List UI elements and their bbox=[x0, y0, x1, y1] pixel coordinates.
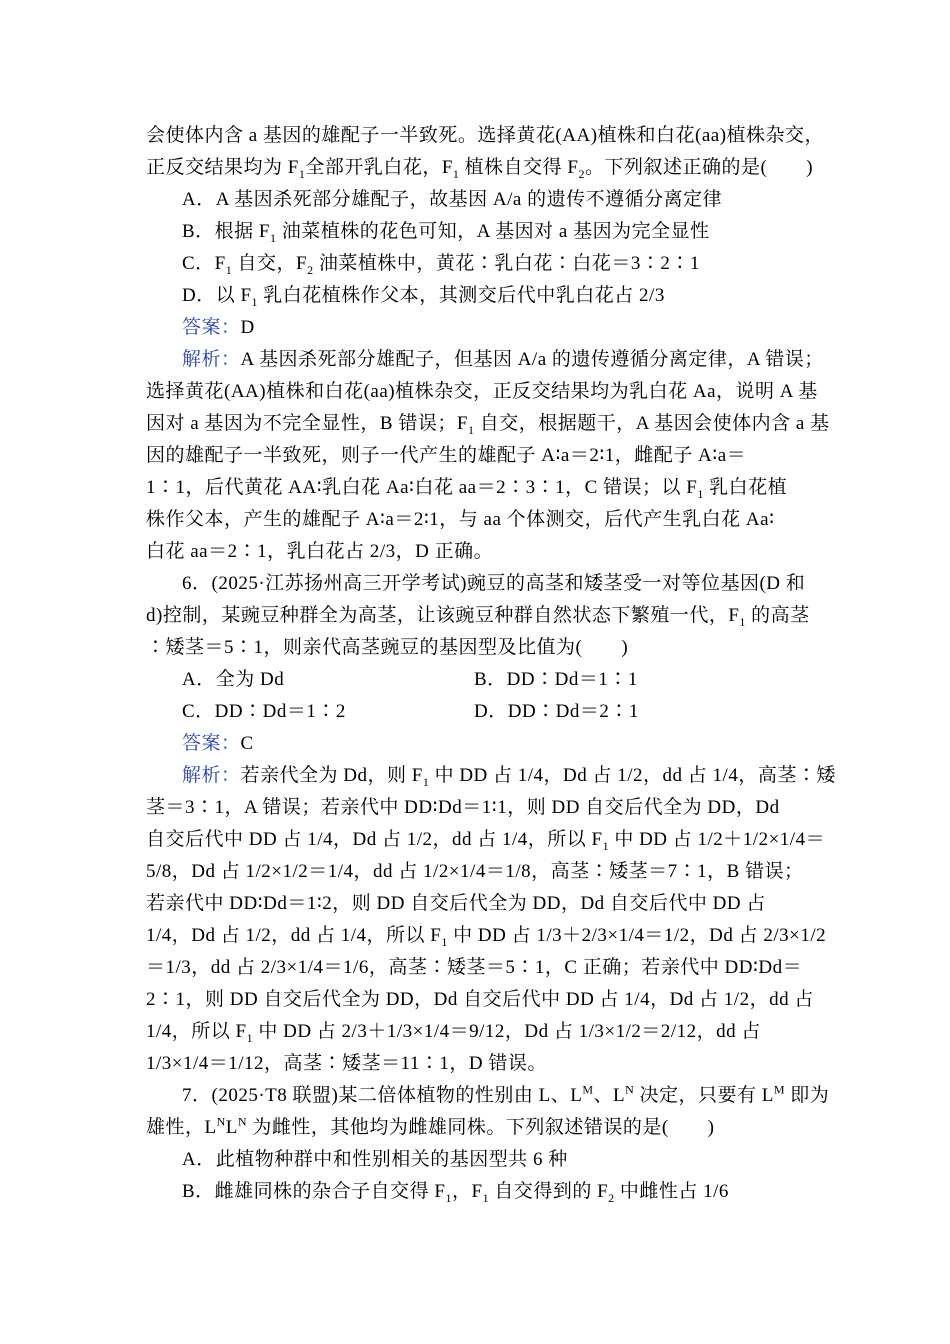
text: 1/3×1/4＝1/12，高茎∶矮茎＝11∶1，D 错误。 bbox=[146, 1053, 547, 1074]
subscript: 1 bbox=[251, 294, 259, 309]
text: 1/4，所以 F bbox=[146, 1021, 247, 1042]
answer-value: C bbox=[240, 733, 254, 754]
text: 、L bbox=[593, 1085, 626, 1106]
text-line bbox=[146, 124, 824, 148]
text-line bbox=[146, 508, 775, 532]
text: 中 DD 占 1/3＋2/3×1/4＝1/2，Dd 占 2/3×1/2 bbox=[447, 925, 827, 946]
answer-line bbox=[182, 732, 254, 756]
text: ∶矮茎＝5∶1，则亲代高茎豌豆的基因型及比值为( ) bbox=[146, 637, 629, 658]
subscript: 1 bbox=[482, 1190, 490, 1205]
question-6 bbox=[182, 572, 805, 596]
text-line bbox=[146, 1116, 714, 1140]
text-line bbox=[146, 380, 818, 404]
text: 中 DD 占 2/3＋1/3×1/4＝9/12，Dd 占 1/3×1/2＝2/12，dd 占 bbox=[253, 1021, 761, 1042]
answer-line bbox=[182, 316, 255, 340]
text: 7．(2025·T8 联盟)某二倍体植物的性别由 L、L bbox=[182, 1085, 583, 1106]
text-line bbox=[146, 1020, 761, 1044]
text-line bbox=[146, 892, 766, 916]
text: 若亲代中 DD∶Dd＝1∶2，则 DD 自交后代全为 DD，Dd 自交后代中 DD 占 bbox=[146, 893, 766, 914]
text: 乳白花植株作父本，其测交后代中乳白花占 2/3 bbox=[258, 285, 665, 306]
text: C．DD∶Dd＝1∶2 bbox=[182, 701, 346, 722]
text: D．DD∶Dd＝2∶1 bbox=[474, 701, 639, 722]
text: 雄性，L bbox=[146, 1117, 217, 1138]
q6-option-d bbox=[474, 700, 639, 724]
subscript: 2 bbox=[608, 1190, 615, 1205]
question-7 bbox=[182, 1084, 829, 1108]
text-line bbox=[146, 860, 804, 884]
text: A．此植物种群中和性别相关的基因型共 6 种 bbox=[182, 1149, 568, 1170]
superscript: N bbox=[625, 1082, 635, 1097]
text: B．DD∶Dd＝1∶1 bbox=[474, 669, 638, 690]
option-a bbox=[182, 188, 722, 212]
text: 的高茎 bbox=[745, 605, 810, 626]
text-line bbox=[146, 1052, 547, 1076]
subscript: 1 bbox=[602, 838, 610, 853]
answer-label: 答案： bbox=[182, 317, 241, 338]
subscript: 1 bbox=[467, 422, 475, 437]
text-line bbox=[146, 540, 493, 564]
subscript: 1 bbox=[697, 486, 704, 501]
text: 选择黄花(AA)植株和白花(aa)植株杂交，正反交结果均为乳白花 Aa，说明 A 基 bbox=[146, 381, 818, 402]
text-line bbox=[146, 444, 746, 468]
option-b bbox=[182, 220, 710, 244]
subscript: 1 bbox=[246, 1030, 254, 1045]
text: 1/4，Dd 占 1/2，dd 占 1/4，所以 F bbox=[146, 925, 442, 946]
text: A 基因杀死部分雄配子，但基因 A/a 的遗传遵循分离定律，A 错误； bbox=[240, 349, 824, 370]
text: 即为 bbox=[785, 1085, 830, 1106]
text: 6．(2025·江苏扬州高三开学考试)豌豆的高茎和矮茎受一对等位基因(D 和 bbox=[182, 573, 806, 594]
text: B．雌雄同株的杂合子自交得 F bbox=[182, 1181, 446, 1202]
subscript: 1 bbox=[739, 614, 746, 629]
text: 会使体内含 a 基因的雄配子一半致死。选择黄花(AA)植株和白花(aa)植株杂交， bbox=[146, 125, 825, 146]
text: 中 DD 占 1/4，Dd 占 1/2，dd 占 1/4，高茎∶矮 bbox=[429, 765, 836, 786]
text: 自交后代中 DD 占 1/4，Dd 占 1/2，dd 占 1/4，所以 F bbox=[146, 829, 603, 850]
text-line bbox=[146, 476, 787, 500]
text: 因对 a 基因为不完全显性，B 错误；F bbox=[146, 413, 468, 434]
superscript: N bbox=[237, 1114, 248, 1129]
text: A．A 基因杀死部分雄配子，故基因 A/a 的遗传不遵循分离定律 bbox=[182, 189, 723, 210]
text: 1∶1，后代黄花 AA∶乳白花 Aa∶白花 aa＝2∶3∶1，C 错误；以 F bbox=[146, 477, 698, 498]
q6-option-c bbox=[182, 700, 346, 724]
text: d)控制，某豌豆种群全为高茎，让该豌豆种群自然状态下繁殖一代，F bbox=[146, 605, 740, 626]
text: 植株自交得 F bbox=[459, 157, 579, 178]
text: ＝1/3，dd 占 2/3×1/4＝1/6，高茎∶矮茎＝5∶1，C 正确；若亲代中 DD∶Dd＝ bbox=[146, 957, 803, 978]
text: 5/8，Dd 占 1/2×1/2＝1/4，dd 占 1/2×1/4＝1/8，高茎∶矮茎＝7∶1，B 错误； bbox=[146, 861, 804, 882]
answer-label: 答案： bbox=[182, 733, 241, 754]
q6-option-b bbox=[474, 668, 638, 692]
text: 油菜植株中，黄花∶乳白花∶白花＝3∶2∶1 bbox=[313, 253, 700, 274]
text-line bbox=[146, 988, 814, 1012]
q7-option-a bbox=[182, 1148, 568, 1172]
subscript: 1 bbox=[452, 166, 460, 181]
text: 2∶1，则 DD 自交后代全为 DD，Dd 自交后代中 DD 占 1/4，Dd 占 1/2，dd 占 bbox=[146, 989, 814, 1010]
q7-option-b bbox=[182, 1180, 729, 1204]
text: A．全为 Dd bbox=[182, 669, 285, 690]
subscript: 1 bbox=[441, 934, 448, 949]
text: 全部开乳白花，F bbox=[305, 157, 453, 178]
subscript: 2 bbox=[578, 166, 585, 181]
text: 茎＝3∶1，A 错误；若亲代中 DD∶Dd＝1∶1，则 DD 自交后代全为 DD，Dd bbox=[146, 797, 780, 818]
subscript: 1 bbox=[445, 1190, 452, 1205]
explanation-line bbox=[182, 764, 836, 788]
subscript: 1 bbox=[225, 262, 233, 277]
text: 正反交结果均为 F bbox=[146, 157, 299, 178]
text-line bbox=[146, 636, 628, 660]
subscript: 2 bbox=[307, 262, 314, 277]
text-line bbox=[146, 156, 813, 180]
superscript: M bbox=[582, 1082, 594, 1097]
subscript: 1 bbox=[298, 166, 306, 181]
text: 自交，F bbox=[232, 253, 308, 274]
text-line bbox=[146, 924, 826, 948]
q6-option-a bbox=[182, 668, 284, 692]
text: 决定，只要有 L bbox=[634, 1085, 774, 1106]
text-line bbox=[146, 412, 830, 436]
text: 中 DD 占 1/2＋1/2×1/4＝ bbox=[609, 829, 826, 850]
text: 自交，根据题干，A 基因会使体内含 a 基 bbox=[474, 413, 830, 434]
text: ，F bbox=[452, 1181, 483, 1202]
text-line bbox=[146, 956, 802, 980]
subscript: 1 bbox=[270, 230, 277, 245]
text: 油菜植株的花色可知，A 基因对 a 基因为完全显性 bbox=[276, 221, 710, 242]
superscript: M bbox=[773, 1082, 786, 1097]
option-c bbox=[182, 252, 700, 276]
text: 中雌性占 1/6 bbox=[614, 1181, 729, 1202]
explanation-label: 解析： bbox=[182, 765, 241, 786]
explanation-line bbox=[182, 348, 824, 372]
answer-value: D bbox=[240, 317, 255, 338]
option-d bbox=[182, 284, 665, 308]
text-line bbox=[146, 796, 780, 820]
text: 。下列叙述正确的是( ) bbox=[584, 157, 814, 178]
text: 白花 aa＝2∶1，乳白花占 2/3，D 正确。 bbox=[146, 541, 494, 562]
explanation-label: 解析： bbox=[182, 349, 241, 370]
text: C．F bbox=[182, 253, 226, 274]
superscript: N bbox=[216, 1114, 226, 1129]
text-line bbox=[146, 828, 825, 852]
text-line bbox=[146, 604, 810, 628]
text: 因的雄配子一半致死，则子一代产生的雄配子 A∶a＝2∶1，雌配子 A∶a＝ bbox=[146, 445, 747, 466]
text: 为雌性，其他均为雌雄同株。下列叙述错误的是( ) bbox=[247, 1117, 715, 1138]
text: 乳白花植 bbox=[703, 477, 788, 498]
text: B．根据 F bbox=[182, 221, 270, 242]
text: 自交得到的 F bbox=[489, 1181, 609, 1202]
text: 株作父本，产生的雄配子 A∶a＝2∶1，与 aa 个体测交，后代产生乳白花 Aa∶ bbox=[146, 509, 775, 530]
text: 若亲代全为 Dd，则 F bbox=[240, 765, 423, 786]
text: D．以 F bbox=[182, 285, 252, 306]
subscript: 1 bbox=[422, 774, 430, 789]
text: L bbox=[225, 1117, 238, 1138]
